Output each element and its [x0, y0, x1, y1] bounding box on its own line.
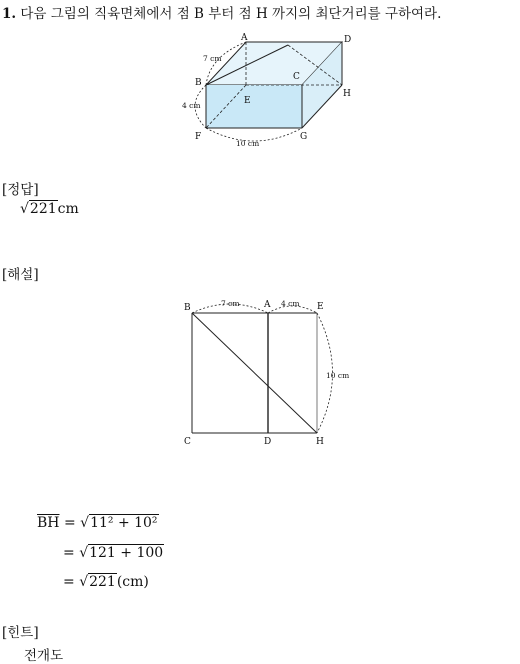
net-label-h: H: [316, 437, 324, 447]
label-h: H: [343, 89, 351, 99]
segment-bh: $\overline{BH}$: [37, 515, 60, 531]
label-g: G: [300, 132, 308, 142]
label-d: D: [344, 35, 352, 45]
answer-unit: cm: [57, 201, 79, 217]
solution-line-2: = √121 + 100: [63, 545, 164, 561]
net-label-d: D: [264, 437, 272, 447]
hint-heading: [힌트]: [2, 625, 39, 641]
explanation-heading: [해설]: [2, 267, 39, 283]
solution-line-3: = √221(cm): [63, 574, 149, 590]
net-label-e: E: [317, 302, 324, 312]
label-f: F: [195, 132, 202, 142]
label-c: C: [293, 72, 300, 82]
solution-radicand-1: 11² + 10²: [90, 515, 158, 531]
answer-heading: [정답]: [2, 182, 39, 198]
net-figure: [180, 295, 360, 450]
label-a: A: [241, 33, 248, 43]
dim-4cm: 4 cm: [182, 101, 201, 110]
answer-radicand: 221: [29, 201, 57, 217]
answer-value: √221cm: [20, 201, 79, 217]
question: [2, 2, 441, 22]
net-label-a: A: [264, 300, 271, 310]
hint-text: 전개도: [24, 648, 64, 664]
net-label-b: B: [184, 303, 191, 313]
dim-10cm: 10 cm: [236, 139, 260, 148]
dim-7cm: 7 cm: [203, 54, 222, 63]
net-dim-4cm: 4 cm: [281, 299, 300, 308]
solution-unit: (cm): [116, 574, 149, 590]
question-number: 1.: [2, 6, 17, 22]
label-b: B: [195, 78, 202, 88]
net-dim-7cm: 7 cm: [221, 299, 240, 308]
cuboid-figure: [170, 28, 370, 153]
label-e: E: [244, 96, 251, 106]
question-text: 다음 그림의 직육면체에서 점 B 부터 점 H 까지의 최단거리를 구하여라.: [20, 6, 442, 22]
solution-radicand-3: 221: [89, 574, 116, 590]
net-dim-10cm: 10 cm: [326, 371, 350, 380]
solution-line-1: $\overline{BH} = √11^2 + 10^2$: [37, 515, 158, 531]
net-label-c: C: [184, 437, 191, 447]
solution-radicand-2: 121 + 100: [89, 545, 164, 561]
